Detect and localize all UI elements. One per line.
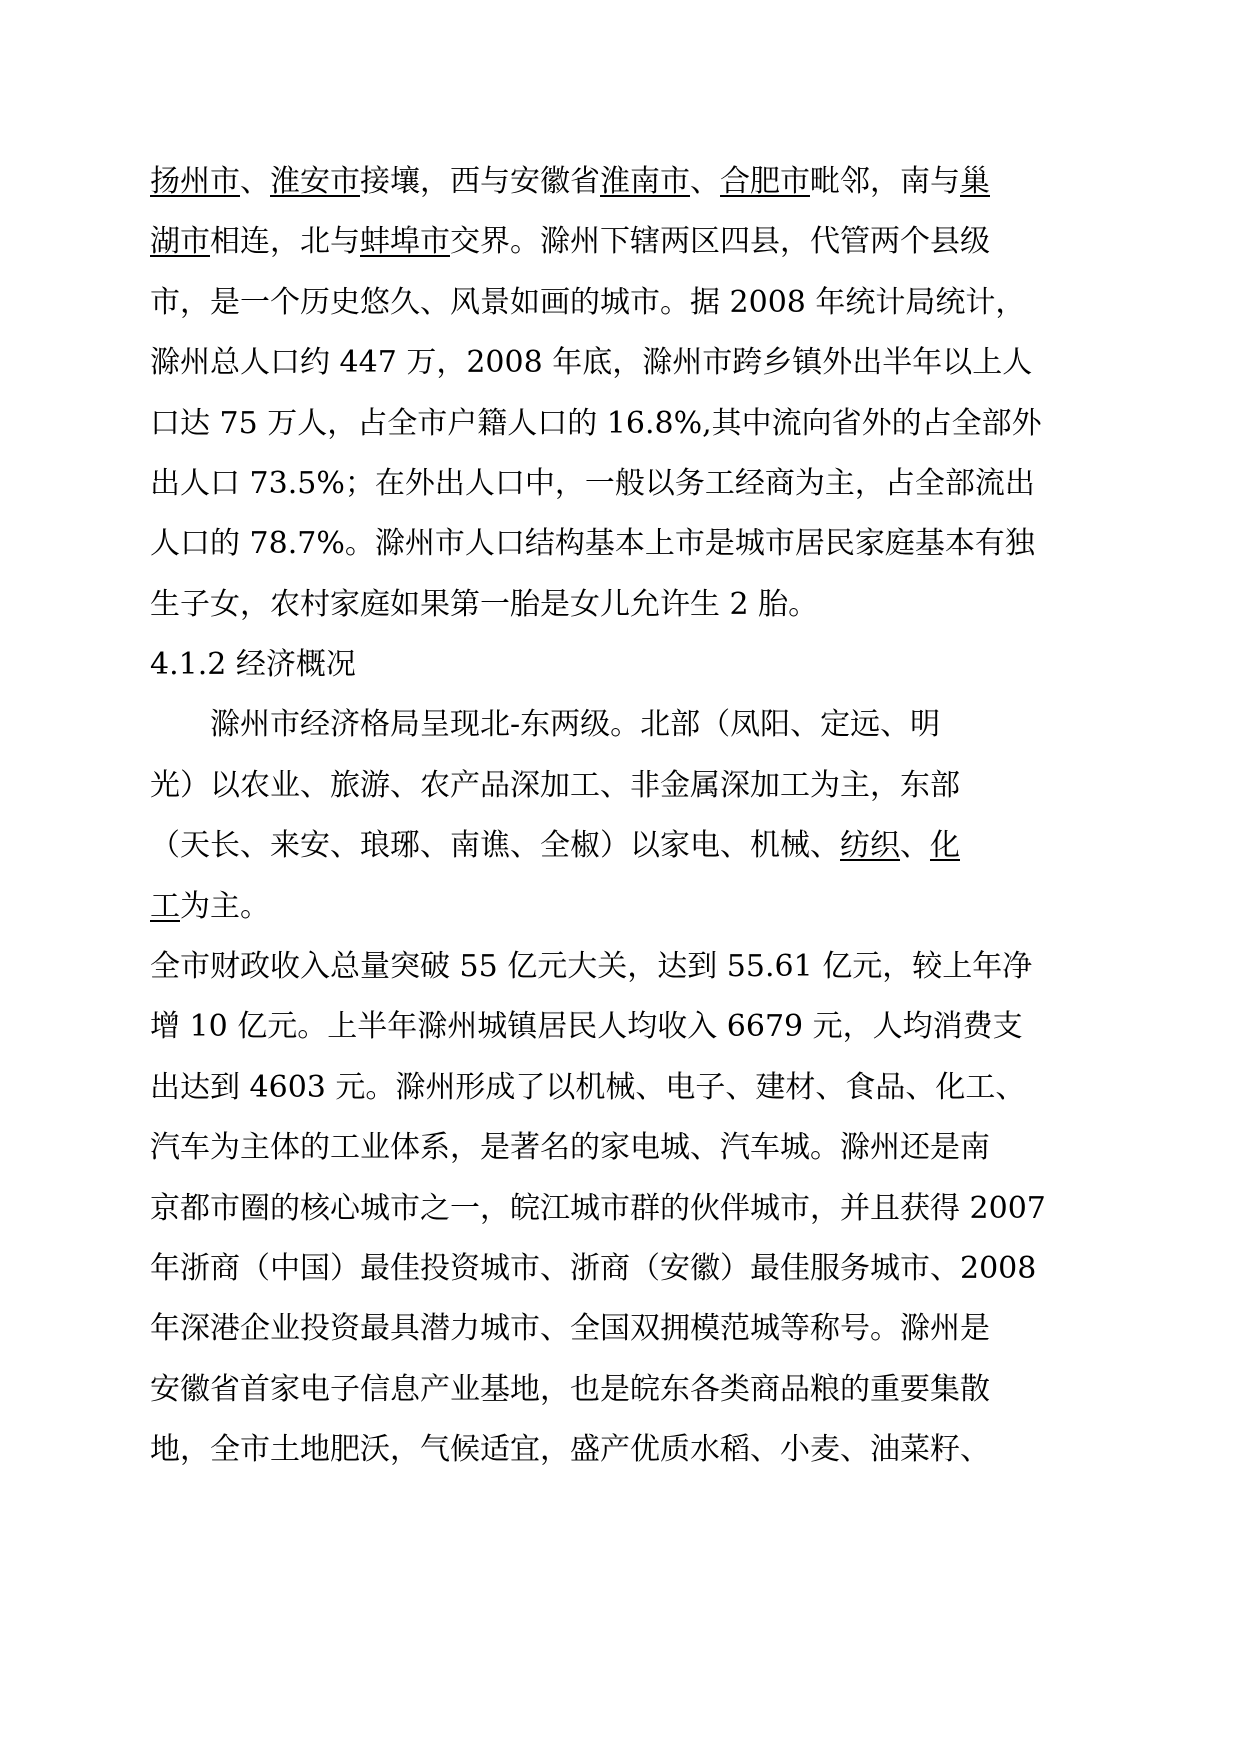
link-bengbu[interactable]: 蚌埠市 — [360, 224, 450, 259]
link-hefei[interactable]: 合肥市 — [720, 164, 810, 199]
text-line: 年深港企业投资最具潜力城市、全国双拥模范城等称号。滁州是 — [150, 1311, 990, 1346]
text-run: （天长、来安、琅琊、南谯、全椒）以家电、机械、 — [150, 828, 840, 863]
text-line: 光）以农业、旅游、农产品深加工、非金属深加工为主，东部 — [150, 768, 960, 803]
text-line: 出人口 73.5%；在外出人口中，一般以务工经商为主，占全部流出 — [150, 466, 1035, 501]
text-line — [150, 162, 1100, 202]
text-line — [150, 222, 1100, 262]
link-chaohu-part1[interactable]: 巢 — [960, 164, 990, 199]
link-textile[interactable]: 纺织 — [840, 828, 900, 863]
text-line — [150, 826, 1100, 866]
text-line: 滁州总人口约 447 万，2008 年底，滁州市跨乡镇外出半年以上人 — [150, 345, 1033, 380]
text-line: 安徽省首家电子信息产业基地，也是皖东各类商品粮的重要集散 — [150, 1372, 990, 1407]
text-run: 、 — [240, 164, 270, 199]
text-line: 市，是一个历史悠久、风景如画的城市。据 2008 年统计局统计， — [150, 285, 1026, 320]
text-line: 地，全市土地肥沃，气候适宜，盛产优质水稻、小麦、油菜籽、 — [150, 1432, 990, 1467]
link-yangzhou[interactable]: 扬州市 — [150, 164, 240, 199]
text-line: 人口的 78.7%。滁州市人口结构基本上市是城市居民家庭基本有独 — [150, 526, 1035, 561]
text-line: 全市财政收入总量突破 55 亿元大关，达到 55.61 亿元，较上年净 — [150, 949, 1033, 984]
section-heading: 4.1.2 经济概况 — [150, 647, 356, 682]
link-huaian[interactable]: 淮安市 — [270, 164, 360, 199]
text-line: 出达到 4603 元。滁州形成了以机械、电子、建材、食品、化工、 — [150, 1070, 1026, 1105]
text-run: 接壤，西与安徽省 — [360, 164, 600, 199]
text-run: 、 — [690, 164, 720, 199]
text-run: 毗邻，南与 — [810, 164, 960, 199]
link-huainan[interactable]: 淮南市 — [600, 164, 690, 199]
link-chaohu-part2[interactable]: 湖市 — [150, 224, 210, 259]
text-run: 交界。滁州下辖两区四县，代管两个县级 — [450, 224, 990, 259]
text-run: 、 — [900, 828, 930, 863]
text-line: 生子女，农村家庭如果第一胎是女儿允许生 2 胎。 — [150, 587, 819, 622]
text-line: 汽车为主体的工业体系，是著名的家电城、汽车城。滁州还是南 — [150, 1130, 990, 1165]
text-line: 增 10 亿元。上半年滁州城镇居民人均收入 6679 元，人均消费支 — [150, 1009, 1023, 1044]
link-chemical-part1[interactable]: 化 — [930, 828, 960, 863]
text-run: 相连，北与 — [210, 224, 360, 259]
text-line: 京都市圈的核心城市之一，皖江城市群的伙伴城市，并且获得 2007 — [150, 1191, 1046, 1226]
text-line: 滁州市经济格局呈现北-东两级。北部（凤阳、定远、明 — [150, 707, 941, 742]
link-chemical-part2[interactable]: 工 — [150, 889, 180, 924]
text-line: 口达 75 万人，占全市户籍人口的 16.8%,其中流向省外的占全部外 — [150, 406, 1042, 441]
text-line — [150, 887, 1100, 927]
text-run: 为主。 — [180, 889, 270, 924]
text-line: 年浙商（中国）最佳投资城市、浙商（安徽）最佳服务城市、2008 — [150, 1251, 1037, 1286]
